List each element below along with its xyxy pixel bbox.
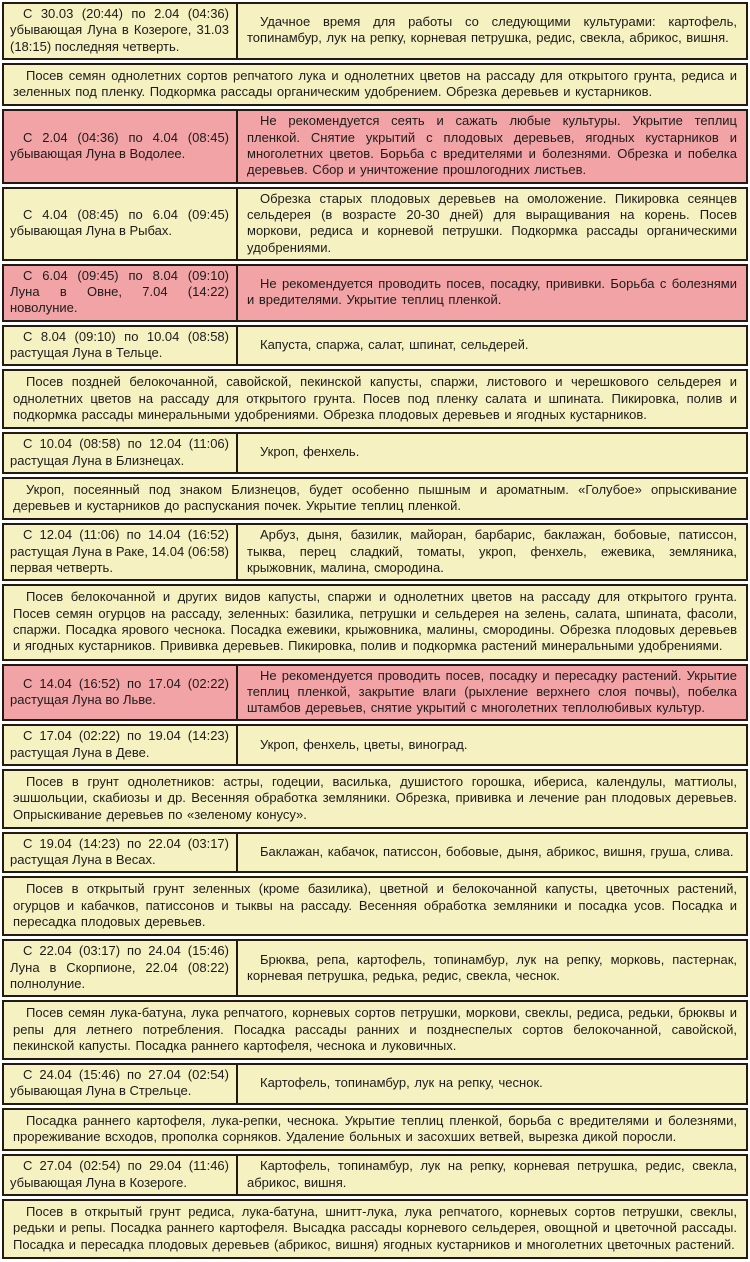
date-cell: [4, 434, 238, 472]
calendar-row: [2, 724, 748, 766]
date-cell: [4, 266, 238, 320]
recommendation-text: Картофель, топинамбур, лук на репку, чеснок.: [260, 1075, 543, 1091]
recommendation-text: Капуста, спаржа, салат, шпинат, сельдерей.: [260, 336, 529, 352]
calendar-row: [2, 1154, 748, 1196]
note-text: Посев в открытый грунт зеленных (кроме базилика), цветной и белокочанной капусты, цветочных растений, огурцов и кабачков, патиссонов и тыквы на рассаду. Весенняя обработка земляники и посадка усов. Посадка и пересадка плодовых деревьев.: [13, 881, 737, 930]
note-row: [2, 477, 748, 521]
note-row: [2, 369, 748, 429]
calendar-row: [2, 1063, 748, 1105]
note-row: [2, 769, 748, 829]
calendar-row: [2, 523, 748, 581]
date-cell: [4, 726, 238, 764]
recommendation-cell: [238, 4, 746, 58]
calendar-row: [2, 432, 748, 474]
recommendation-cell: [238, 327, 746, 365]
date-cell: [4, 525, 238, 579]
recommendation-cell: [238, 941, 746, 995]
date-cell: [4, 666, 238, 720]
note-row: [2, 1000, 748, 1060]
date-range-text: С 22.04 (03:17) по 24.04 (15:46) Луна в Скорпионе, 22.04 (08:22) полнолуние.: [10, 943, 229, 991]
date-range-text: С 12.04 (11:06) по 14.04 (16:52) растущая Луна в Раке, 14.04 (06:58) первая четверть.: [10, 527, 229, 576]
calendar-row: [2, 832, 748, 874]
date-range-text: С 30.03 (20:44) по 2.04 (04:36) убывающая Луна в Козероге, 31.03 (18:15) последняя четверть.: [10, 6, 229, 54]
calendar-row: [2, 664, 748, 722]
recommendation-cell: [238, 834, 746, 872]
note-row: [2, 63, 748, 107]
date-range-text: С 17.04 (02:22) по 19.04 (14:23) растущая Луна в Деве.: [10, 728, 229, 760]
date-cell: [4, 327, 238, 365]
date-cell: [4, 111, 238, 181]
recommendation-text: Арбуз, дыня, базилик, майоран, барбарис, баклажан, бобовые, патиссон, тыква, перец сладкий, томаты, укроп, фенхель, ежевика, земляника, крыжовник, малина, смородина.: [247, 527, 737, 576]
date-range-text: С 6.04 (09:45) по 8.04 (09:10) Луна в Овне, 7.04 (14:22) новолуние.: [10, 267, 229, 316]
date-range-text: С 19.04 (14:23) по 22.04 (03:17) растущая Луна в Весах.: [10, 835, 229, 868]
date-range-text: С 10.04 (08:58) по 12.04 (11:06) растущая Луна в Близнецах.: [10, 436, 229, 468]
date-range-text: С 14.04 (16:52) по 17.04 (02:22) растущая Луна во Льве.: [10, 675, 229, 707]
recommendation-cell: [238, 434, 746, 472]
recommendation-text: Удачное время для работы со следующими культурами: картофель, топинамбур, лук на репку, корневая петрушка, редис, свекла, абрикос, вишня.: [247, 14, 737, 46]
recommendation-cell: [238, 1065, 746, 1103]
note-text: Посев семян лука-батуна, лука репчатого, корневых сортов петрушки, моркови, свеклы, редиса, редьки, брюквы и репы для летнего потребления. Посадка рассады ранних и позднеспелых сортов белокочанной, савойской, пекинской капусты. Посадка раннего картофеля, чеснока и луковичных.: [13, 1005, 737, 1053]
recommendation-text: Обрезка старых плодовых деревьев на омоложение. Пикировка сеянцев сельдерея (в возрасте 20-30 дней) для выращивания на корень. Посев моркови, редиса и корневой петрушки. Подкормка рассады органическими удобрениями.: [247, 190, 737, 255]
date-cell: [4, 1156, 238, 1194]
calendar-row: [2, 2, 748, 60]
date-cell: [4, 189, 238, 259]
note-row: [2, 876, 748, 936]
calendar-row: [2, 264, 748, 322]
recommendation-cell: [238, 1156, 746, 1194]
note-row: [2, 1199, 748, 1259]
recommendation-cell: [238, 666, 746, 720]
recommendation-text: Не рекомендуется сеять и сажать любые культуры. Укрытие теплиц пленкой. Снятие укрытий с плодовых деревьев, ягодных кустарников и многолетних цветов. Борьба с вредителями и болезнями. Обрезка и побелка деревьев. Сбор и уничтожение прошлогодних листьев.: [247, 113, 737, 178]
note-text: Укроп, посеянный под знаком Близнецов, будет особенно пышным и ароматным. «Голубое» опрыскивание деревьев и кустарников до распускания почек. Укрытие теплиц пленкой.: [13, 481, 737, 514]
recommendation-text: Баклажан, кабачок, патиссон, бобовые, дыня, абрикос, вишня, груша, слива.: [260, 844, 734, 860]
note-row: [2, 1108, 748, 1152]
note-text: Посев поздней белокочанной, савойской, пекинской капусты, спаржи, листового и черешкового сельдерея и однолетних цветов на рассаду для открытого грунта. Посев под пленку салата и шпината. Пикировка, полив и подкормка рассады минеральными удобрениями. Обрезка плодовых деревьев и ягодных кустарников.: [13, 374, 737, 422]
note-row: [2, 584, 748, 660]
date-range-text: С 27.04 (02:54) по 29.04 (11:46) убывающая Луна в Козероге.: [10, 1158, 229, 1190]
date-cell: [4, 4, 238, 58]
calendar-row: [2, 187, 748, 261]
date-cell: [4, 941, 238, 995]
recommendation-text: Укроп, фенхель.: [260, 444, 360, 460]
recommendation-text: Не рекомендуется проводить посев, посадку, прививки. Борьба с болезнями и вредителями. Укрытие теплиц пленкой.: [247, 276, 737, 308]
recommendation-cell: [238, 726, 746, 764]
calendar-row: [2, 109, 748, 183]
date-range-text: С 2.04 (04:36) по 4.04 (08:45) убывающая Луна в Водолее.: [10, 129, 229, 162]
recommendation-cell: [238, 189, 746, 259]
date-range-text: С 24.04 (15:46) по 27.04 (02:54) убывающая Луна в Стрельце.: [10, 1067, 229, 1099]
lunar-calendar-table: [2, 2, 748, 1259]
note-text: Посев белокочанной и других видов капусты, спаржи и однолетних цветов на рассаду для открытого грунта. Посев семян огурцов на рассаду, зеленных: базилика, петрушки и сельдерея на зелень, салата, шпината, фасоли, спаржи. Посадка ярового чеснока. Посадка ежевики, крыжовника, малины, смородины. Обрезка плодовых деревьев и ягодных кустарников. Прививка деревьев. Пикировка, полив и подкормка растений минеральными удобрениями.: [13, 589, 737, 654]
recommendation-cell: [238, 111, 746, 181]
note-text: Посев семян однолетних сортов репчатого лука и однолетних цветов на рассаду для открытого грунта, редиса и зеленных под пленку. Подкормка рассады органическим удобрением. Обрезка деревьев и кустарников.: [13, 67, 737, 100]
note-text: Посев в грунт однолетников: астры, годеции, василька, душистого горошка, ибериса, календулы, маттиолы, эшшольции, скабиозы и др. Весенняя обработка земляники. Обрезка, прививка и лечение ран плодовых деревьев. Опрыскивание деревьев по «зеленому конусу».: [13, 773, 737, 822]
recommendation-text: Картофель, топинамбур, лук на репку, корневая петрушка, редис, свекла, абрикос, вишня.: [247, 1158, 737, 1190]
date-cell: [4, 834, 238, 872]
date-cell: [4, 1065, 238, 1103]
date-range-text: С 8.04 (09:10) по 10.04 (08:58) растущая Луна в Тельце.: [10, 328, 229, 361]
calendar-row: [2, 325, 748, 367]
recommendation-text: Брюква, репа, картофель, топинамбур, лук на репку, морковь, пастернак, корневая петрушка, редька, редис, свекла, чеснок.: [247, 951, 737, 983]
date-range-text: С 4.04 (08:45) по 6.04 (09:45) убывающая Луна в Рыбах.: [10, 206, 229, 239]
recommendation-text: Не рекомендуется проводить посев, посадку и пересадку растений. Укрытие теплиц пленкой, закрытие влаги (рыхление верхнего слоя почвы), побелка штамбов деревьев, снятие укрытий с многолетних теплолюбивых культур.: [247, 667, 737, 716]
calendar-row: [2, 939, 748, 997]
note-text: Посадка раннего картофеля, лука-репки, чеснока. Укрытие теплиц пленкой, борьба с вредителями и болезнями, прореживание всходов, прополка сорняков. Удаление больных и засохших ветвей, вырезка дикой поросли.: [13, 1112, 737, 1145]
recommendation-cell: [238, 525, 746, 579]
recommendation-text: Укроп, фенхель, цветы, виноград.: [260, 736, 468, 752]
note-text: Посев в открытый грунт редиса, лука-батуна, шнитт-лука, лука репчатого, корневых сортов петрушки, свеклы, редьки и репы. Посадка раннего картофеля. Высадка рассады корневого сельдерея, овощной и цветочной рассады. Посадка и пересадка плодовых деревьев (абрикос, вишня) ягодных кустарников и многолетних цветочных растений.: [13, 1203, 737, 1252]
recommendation-cell: [238, 266, 746, 320]
